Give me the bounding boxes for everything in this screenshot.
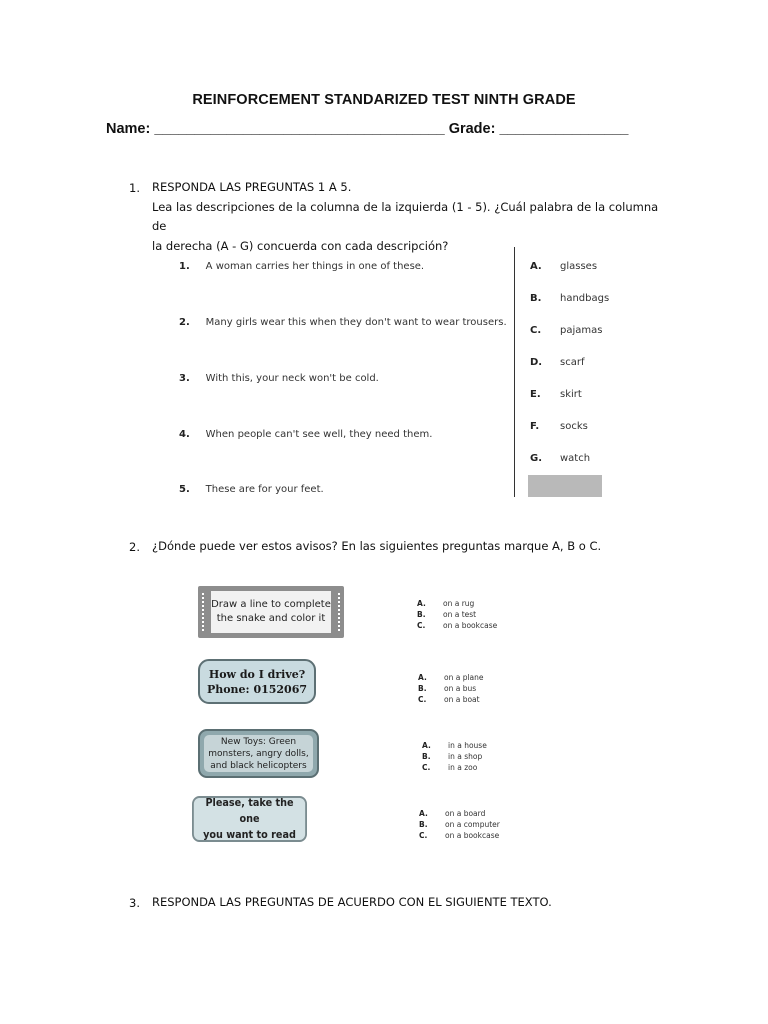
description-number: 2. xyxy=(179,317,190,328)
sign-2-options xyxy=(418,672,484,705)
option-letter: B. xyxy=(417,610,426,619)
option-text: on a bookcase xyxy=(445,831,500,840)
description-item xyxy=(179,261,424,272)
option-letter: A. xyxy=(419,809,428,818)
option-text: on a bus xyxy=(444,684,477,693)
option-text: on a rug xyxy=(443,599,475,608)
option-text: on a bookcase xyxy=(443,621,498,630)
sign-3 xyxy=(198,729,319,778)
option-letter: B. xyxy=(419,820,428,829)
description-text: With this, your neck won't be cold. xyxy=(205,373,379,384)
option-text: in a zoo xyxy=(448,763,478,772)
description-item xyxy=(179,484,324,495)
sign-1-options xyxy=(417,598,497,631)
option-item xyxy=(417,609,497,620)
sign-3-panel xyxy=(204,735,313,772)
word-letter: E. xyxy=(530,389,541,400)
word-letter: F. xyxy=(530,421,540,432)
word-item xyxy=(530,453,590,464)
sign-2-line-1: How do I drive? xyxy=(208,667,306,681)
question-1-line-1: RESPONDA LAS PREGUNTAS 1 A 5. xyxy=(152,180,352,194)
option-letter: A. xyxy=(422,741,431,750)
option-text: on a boat xyxy=(444,695,480,704)
question-1-number: 1. xyxy=(129,181,140,195)
option-item xyxy=(418,694,484,705)
word-letter: B. xyxy=(530,293,542,304)
word-item xyxy=(530,357,584,368)
word-text: pajamas xyxy=(560,325,603,336)
option-item xyxy=(418,683,484,694)
word-text: skirt xyxy=(560,389,582,400)
gray-placeholder-box xyxy=(528,475,602,497)
description-text: Many girls wear this when they don't want to wear trousers. xyxy=(205,317,507,328)
sign-2-line-2: Phone: 0152067 xyxy=(206,682,308,696)
word-letter: G. xyxy=(530,453,543,464)
option-text: in a house xyxy=(448,741,487,750)
word-item xyxy=(530,389,582,400)
description-text: These are for your feet. xyxy=(205,484,324,495)
sign-4-line-2: you want to read xyxy=(203,829,296,841)
sign-3-line-1: New Toys: Green xyxy=(220,736,297,747)
option-letter: B. xyxy=(422,752,431,761)
option-item xyxy=(417,598,497,609)
option-letter: C. xyxy=(418,695,427,704)
option-letter: C. xyxy=(422,763,431,772)
option-letter: B. xyxy=(418,684,427,693)
word-text: handbags xyxy=(560,293,610,304)
sign-4-line-1: Please, take the one xyxy=(205,797,294,825)
word-letter: D. xyxy=(530,357,543,368)
question-3-text: RESPONDA LAS PREGUNTAS DE ACUERDO CON EL SIGUIENTE TEXTO. xyxy=(152,895,552,909)
question-2-number: 2. xyxy=(129,540,140,554)
sign-1-panel xyxy=(211,591,331,633)
sign-3-line-3: and black helicopters xyxy=(210,760,307,771)
sign-4 xyxy=(192,796,307,842)
word-item xyxy=(530,325,602,336)
word-text: watch xyxy=(560,453,591,464)
sign-3-options xyxy=(422,740,487,773)
question-1-instructions xyxy=(152,178,672,256)
option-item xyxy=(422,751,487,762)
sign-2 xyxy=(198,659,316,704)
sign-3-line-2: monsters, angry dolls, xyxy=(208,748,309,759)
description-number: 1. xyxy=(179,261,190,272)
option-item xyxy=(419,819,500,830)
word-letter: C. xyxy=(530,325,542,336)
option-text: on a computer xyxy=(445,820,500,829)
option-letter: A. xyxy=(418,673,427,682)
option-item xyxy=(422,740,487,751)
question-2-text: ¿Dónde puede ver estos avisos? En las siguientes preguntas marque A, B o C. xyxy=(152,539,602,553)
option-letter: C. xyxy=(419,831,428,840)
question-1-line-2: Lea las descripciones de la columna de la izquierda (1 - 5). ¿Cuál palabra de la columna de xyxy=(152,199,659,233)
word-text: scarf xyxy=(560,357,585,368)
sign-4-options xyxy=(419,808,500,841)
description-item xyxy=(179,373,379,384)
description-number: 4. xyxy=(179,429,190,440)
option-text: in a shop xyxy=(448,752,483,761)
option-text: on a plane xyxy=(444,673,484,682)
option-item xyxy=(418,672,484,683)
word-text: socks xyxy=(560,421,588,432)
option-item xyxy=(419,808,500,819)
description-text: When people can't see well, they need them. xyxy=(205,429,433,440)
film-perforation-right xyxy=(336,593,340,631)
question-3-number: 3. xyxy=(129,896,140,910)
word-item xyxy=(530,421,588,432)
option-item xyxy=(419,830,500,841)
film-perforation-left xyxy=(202,593,206,631)
description-number: 3. xyxy=(179,373,190,384)
description-item xyxy=(179,317,507,328)
sign-1 xyxy=(198,586,344,638)
word-item xyxy=(530,293,609,304)
description-item xyxy=(179,429,432,440)
question-1-line-3: la derecha (A - G) concuerda con cada descripción? xyxy=(152,238,449,253)
name-grade-line: Name: ____________________________________ Grade: ________________ xyxy=(106,121,629,137)
word-letter: A. xyxy=(530,261,542,272)
option-text: on a test xyxy=(443,610,477,619)
column-divider xyxy=(514,247,515,497)
option-letter: A. xyxy=(417,599,426,608)
description-text: A woman carries her things in one of these. xyxy=(205,261,425,272)
page-title: REINFORCEMENT STANDARIZED TEST NINTH GRADE xyxy=(192,92,576,108)
option-letter: C. xyxy=(417,621,426,630)
option-item xyxy=(417,620,497,631)
sign-1-line-1: Draw a line to complete xyxy=(211,599,331,610)
sign-1-line-2: the snake and color it xyxy=(216,613,326,624)
description-number: 5. xyxy=(179,484,190,495)
option-text: on a board xyxy=(445,809,486,818)
word-text: glasses xyxy=(560,261,598,272)
word-item xyxy=(530,261,597,272)
option-item xyxy=(422,762,487,773)
